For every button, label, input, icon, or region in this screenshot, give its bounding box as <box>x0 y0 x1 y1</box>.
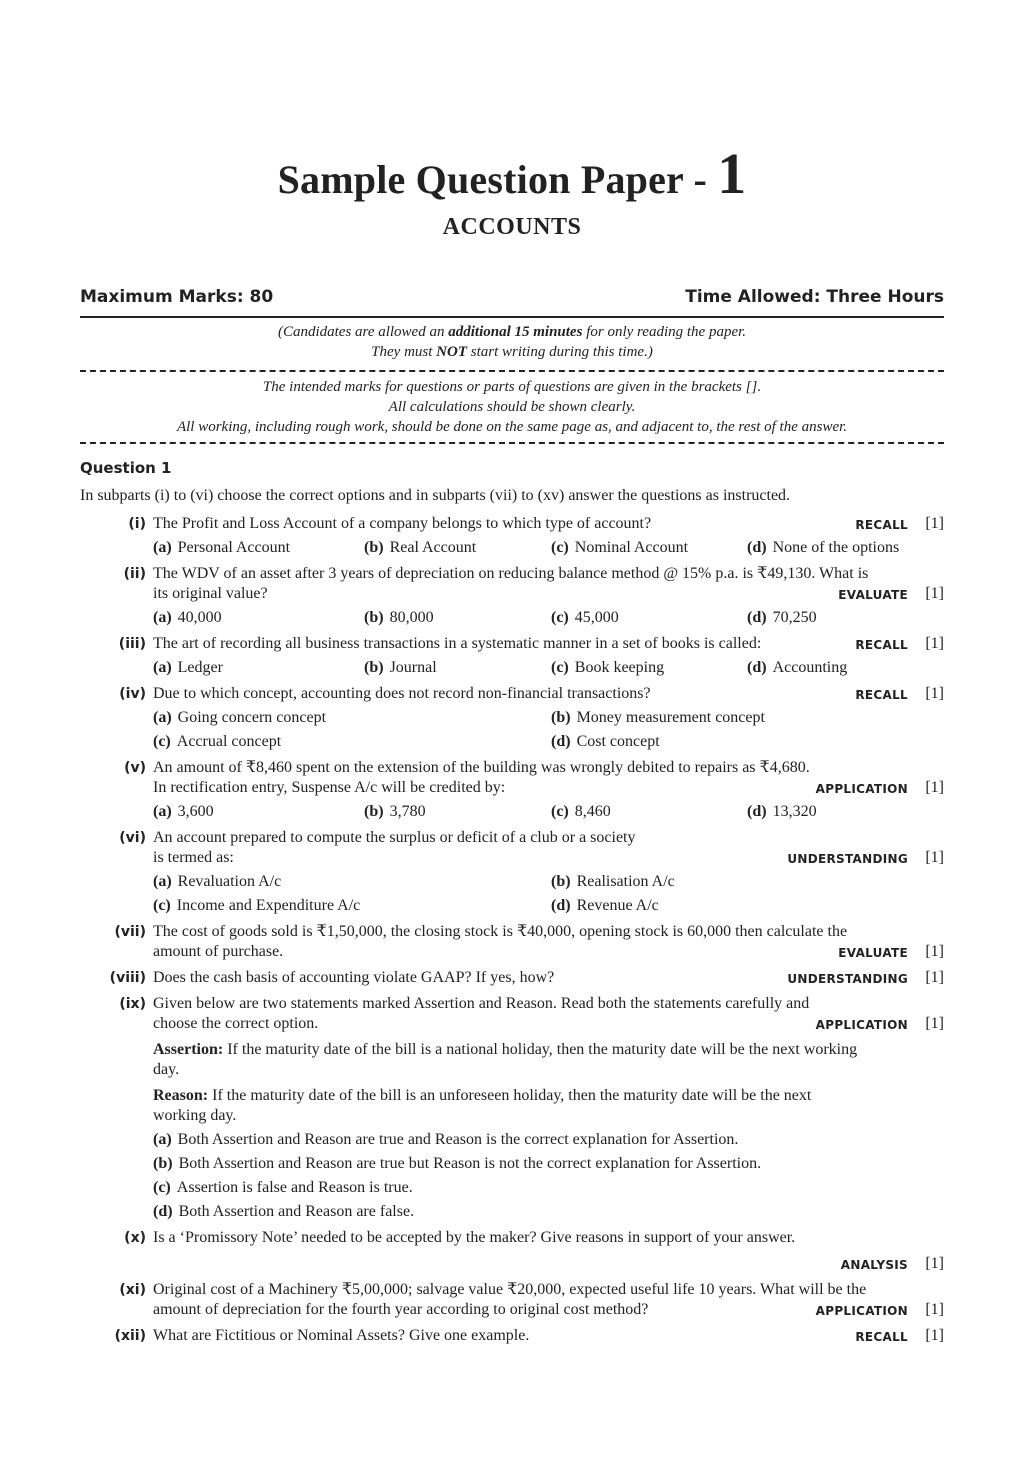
subpart-xii <box>80 1326 944 1348</box>
marks: [1] <box>925 515 944 532</box>
option-label: (a) <box>153 539 172 556</box>
subpart-text-cont: choose the correct option. <box>153 1015 319 1032</box>
option-text: Journal <box>389 659 437 676</box>
option-text: Personal Account <box>177 539 291 556</box>
paper-title-text: Sample Question Paper - <box>277 157 708 202</box>
option-a <box>153 708 326 728</box>
assertion-statement <box>153 1040 944 1060</box>
subpart-text: An account prepared to compute the surplus or deficit of a club or a society <box>153 829 636 846</box>
skill-tag: RECALL <box>855 688 908 702</box>
option-d <box>747 538 899 558</box>
subpart-text: Original cost of a Machinery ₹5,00,000; salvage value ₹20,000, expected useful life 10 years. What will be the <box>153 1281 867 1298</box>
option-text: Money measurement concept <box>576 709 765 726</box>
option-a <box>153 608 222 628</box>
option-text: Realisation A/c <box>576 873 675 890</box>
subpart-text: Due to which concept, accounting does not record non-financial transactions? <box>153 685 651 702</box>
subpart-text-cont: In rectification entry, Suspense A/c will be credited by: <box>153 779 506 796</box>
option-c <box>153 1178 413 1198</box>
marks: [1] <box>925 849 944 866</box>
skill-tag: RECALL <box>855 518 908 532</box>
subpart-ix <box>80 994 944 1224</box>
option-d <box>747 608 817 628</box>
option-text: 80,000 <box>389 609 434 626</box>
reading-time-note <box>80 322 944 362</box>
instruction-line: All calculations should be shown clearly. <box>388 399 636 415</box>
subpart-text: What are Fictitious or Nominal Assets? Give one example. <box>153 1327 530 1344</box>
option-c <box>153 732 281 752</box>
option-d <box>153 1202 414 1222</box>
subpart-text-cont: is termed as: <box>153 849 234 866</box>
option-label: (b) <box>153 1155 173 1172</box>
note-text: for only reading the paper. <box>582 324 747 340</box>
option-text: Both Assertion and Reason are false. <box>178 1203 415 1220</box>
subpart-text-cont: amount of depreciation for the fourth year according to original cost method? <box>153 1301 649 1318</box>
option-label: (d) <box>747 609 767 626</box>
skill-tag: EVALUATE <box>838 946 908 960</box>
option-text: Revaluation A/c <box>177 873 282 890</box>
option-label: (a) <box>153 659 172 676</box>
subpart-number: (viii) <box>109 970 146 986</box>
skill-tag: APPLICATION <box>815 782 908 796</box>
option-text: Accounting <box>772 659 848 676</box>
subpart-number: (iii) <box>118 636 146 652</box>
subpart-viii <box>80 968 944 990</box>
option-a <box>153 802 214 822</box>
note-line-1 <box>80 322 944 342</box>
option-text: Income and Expenditure A/c <box>176 897 361 914</box>
option-text: 40,000 <box>177 609 222 626</box>
option-label: (b) <box>551 873 571 890</box>
option-d <box>551 896 659 916</box>
option-text: Revenue A/c <box>576 897 659 914</box>
marks: [1] <box>925 685 944 702</box>
subpart-number: (vii) <box>114 924 146 940</box>
option-d <box>747 802 817 822</box>
subpart-vi <box>80 828 944 920</box>
option-text: Going concern concept <box>177 709 327 726</box>
option-label: (b) <box>364 803 384 820</box>
subpart-number: (vi) <box>119 830 146 846</box>
header-rule <box>80 316 944 318</box>
subpart-iv <box>80 684 944 756</box>
option-a <box>153 872 281 892</box>
subpart-v <box>80 758 944 826</box>
option-label: (a) <box>153 873 172 890</box>
question-heading: Question 1 <box>80 459 172 477</box>
option-label: (b) <box>364 539 384 556</box>
marks: [1] <box>925 1301 944 1318</box>
note-text: (Candidates are allowed an <box>277 324 449 340</box>
subject-title: ACCOUNTS <box>442 214 582 240</box>
option-label: (b) <box>364 609 384 626</box>
subpart-number: (ii) <box>123 566 146 582</box>
option-label: (d) <box>153 1203 173 1220</box>
subpart-text: Given below are two statements marked Assertion and Reason. Read both the statements carefully and <box>153 995 810 1012</box>
option-label: (c) <box>551 659 569 676</box>
option-text: Both Assertion and Reason are true and Reason is the correct explanation for Assertion. <box>177 1131 739 1148</box>
subpart-text-cont: amount of purchase. <box>153 943 284 960</box>
option-text: Cost concept <box>576 733 660 750</box>
subpart-text: The WDV of an asset after 3 years of depreciation on reducing balance method @ 15% p.a. is ₹49,130. What is <box>153 565 869 582</box>
subpart-vii <box>80 922 944 964</box>
reason-text: If the maturity date of the bill is an unforeseen holiday, then the maturity date will be the next <box>212 1087 812 1104</box>
time-allowed: Time Allowed: Three Hours <box>685 287 944 307</box>
option-label: (a) <box>153 709 172 726</box>
option-label: (d) <box>551 897 571 914</box>
option-label: (d) <box>747 659 767 676</box>
reason-label: Reason: <box>153 1087 209 1104</box>
skill-tag: RECALL <box>855 638 908 652</box>
option-c <box>153 896 360 916</box>
subpart-text: Is a ‘Promissory Note’ needed to be accepted by the maker? Give reasons in support of your answer. <box>153 1229 796 1246</box>
option-label: (c) <box>153 733 171 750</box>
marks: [1] <box>925 1327 944 1344</box>
option-b <box>364 802 426 822</box>
instruction-line: All working, including rough work, should be done on the same page as, and adjacent to, the rest of the answer. <box>176 419 848 435</box>
question-intro: In subparts (i) to (vi) choose the correct options and in subparts (vii) to (xv) answer the questions as instructed. <box>80 487 791 504</box>
subpart-text: The cost of goods sold is ₹1,50,000, the closing stock is ₹40,000, opening stock is 60,000 then calculate the <box>153 923 848 940</box>
skill-tag: UNDERSTANDING <box>787 852 908 866</box>
marks: [1] <box>925 635 944 652</box>
option-b <box>364 608 434 628</box>
skill-tag: EVALUATE <box>838 588 908 602</box>
marks: [1] <box>925 1015 944 1032</box>
assertion-label: Assertion: <box>153 1041 224 1058</box>
option-label: (b) <box>364 659 384 676</box>
option-c <box>551 538 688 558</box>
skill-tag: APPLICATION <box>815 1304 908 1318</box>
option-d <box>551 732 660 752</box>
option-text: Both Assertion and Reason are true but Reason is not the correct explanation for Assertion. <box>178 1155 762 1172</box>
option-label: (b) <box>551 709 571 726</box>
option-text: 3,780 <box>389 803 426 820</box>
assertion-text: If the maturity date of the bill is a national holiday, then the maturity date will be the next working <box>227 1041 858 1058</box>
subpart-number: (ix) <box>119 996 146 1012</box>
note-text: start writing during this time.) <box>466 344 653 360</box>
option-text: 3,600 <box>177 803 214 820</box>
option-b <box>551 872 675 892</box>
option-label: (a) <box>153 803 172 820</box>
option-c <box>551 608 619 628</box>
note-emphasis: NOT <box>436 344 467 360</box>
subpart-number: (xi) <box>119 1282 146 1298</box>
option-label: (a) <box>153 609 172 626</box>
option-label: (d) <box>747 803 767 820</box>
option-label: (d) <box>551 733 571 750</box>
option-c <box>551 802 611 822</box>
option-label: (c) <box>153 1179 171 1196</box>
assertion-text-cont: day. <box>153 1061 180 1078</box>
skill-tag: ANALYSIS <box>840 1258 908 1272</box>
skill-tag: UNDERSTANDING <box>787 972 908 986</box>
note-text: They must <box>371 344 437 360</box>
option-label: (a) <box>153 1131 172 1148</box>
reason-text-cont: working day. <box>153 1107 237 1124</box>
subpart-text: The Profit and Loss Account of a company belongs to which type of account? <box>153 515 652 532</box>
option-a <box>153 538 290 558</box>
option-text: Nominal Account <box>574 539 689 556</box>
option-label: (c) <box>551 539 569 556</box>
option-a <box>153 658 223 678</box>
note-line-2 <box>80 342 944 362</box>
marks: [1] <box>925 969 944 986</box>
subpart-text: Does the cash basis of accounting violate GAAP? If yes, how? <box>153 969 555 986</box>
option-text: 13,320 <box>772 803 817 820</box>
instructions <box>80 377 944 437</box>
subpart-number: (v) <box>124 760 146 776</box>
maximum-marks: Maximum Marks: 80 <box>80 287 274 307</box>
option-text: 8,460 <box>574 803 611 820</box>
subpart-text: An amount of ₹8,460 spent on the extension of the building was wrongly debited to repairs as ₹4,680. <box>153 759 810 776</box>
option-b <box>364 538 476 558</box>
marks-time-row <box>80 287 944 311</box>
subpart-iii <box>80 634 944 682</box>
subpart-i <box>80 514 944 562</box>
subpart-number: (i) <box>128 516 146 532</box>
marks: [1] <box>925 779 944 796</box>
subpart-number: (xii) <box>114 1328 146 1344</box>
subpart-number: (x) <box>124 1230 146 1246</box>
instruction-line: The intended marks for questions or parts of questions are given in the brackets []. <box>262 379 762 395</box>
subpart-text-cont: its original value? <box>153 585 268 602</box>
option-text: Real Account <box>389 539 477 556</box>
option-b <box>153 1154 761 1174</box>
option-b <box>364 658 437 678</box>
paper-number: 1 <box>717 141 747 206</box>
option-label: (c) <box>551 803 569 820</box>
option-text: Ledger <box>177 659 223 676</box>
paper-title <box>80 140 944 207</box>
option-text: Assertion is false and Reason is true. <box>176 1179 413 1196</box>
option-label: (c) <box>153 897 171 914</box>
dashed-divider <box>80 442 944 444</box>
subpart-ii <box>80 564 944 632</box>
option-c <box>551 658 664 678</box>
option-text: Accrual concept <box>176 733 282 750</box>
option-d <box>747 658 847 678</box>
option-label: (c) <box>551 609 569 626</box>
note-emphasis: additional 15 minutes <box>448 324 583 340</box>
option-text: Book keeping <box>574 659 665 676</box>
subpart-number: (iv) <box>119 686 146 702</box>
option-text: None of the options <box>772 539 900 556</box>
option-a <box>153 1130 738 1150</box>
marks: [1] <box>925 943 944 960</box>
marks: [1] <box>925 1255 944 1272</box>
skill-tag: APPLICATION <box>815 1018 908 1032</box>
marks: [1] <box>925 585 944 602</box>
option-text: 45,000 <box>574 609 619 626</box>
skill-tag: RECALL <box>855 1330 908 1344</box>
reason-statement <box>153 1086 944 1106</box>
dashed-divider <box>80 370 944 372</box>
subpart-x <box>80 1228 944 1276</box>
subpart-xi <box>80 1280 944 1322</box>
option-b <box>551 708 765 728</box>
subpart-text: The art of recording all business transactions in a systematic manner in a set of books is called: <box>153 635 762 652</box>
option-text: 70,250 <box>772 609 817 626</box>
option-label: (d) <box>747 539 767 556</box>
